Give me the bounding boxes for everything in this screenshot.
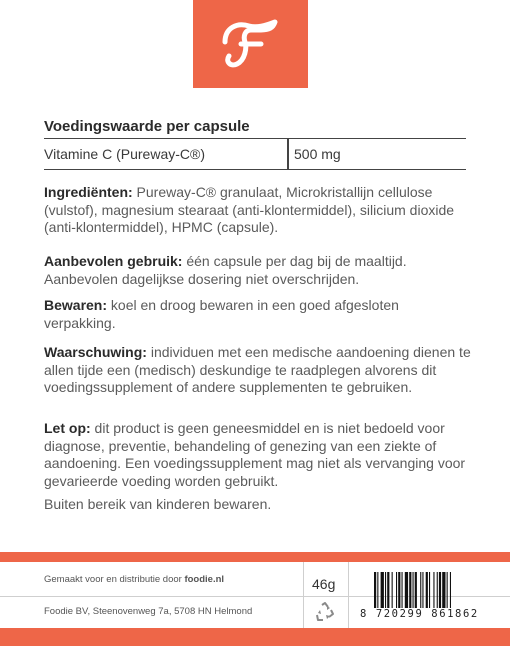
- barcode-bar: [429, 572, 430, 608]
- barcode-number: 8 720299 861862: [360, 608, 479, 620]
- barcode-bar: [385, 572, 386, 608]
- ingredients-label: Ingrediënten:: [44, 184, 133, 200]
- nutrient-name: Vitamine C (Pureway-C®): [44, 146, 205, 162]
- storage-label: Bewaren:: [44, 297, 108, 313]
- warning-paragraph: [44, 344, 474, 397]
- usage-paragraph: [44, 253, 474, 288]
- barcode-bar: [377, 572, 378, 608]
- usage-label: Aanbevolen gebruik:: [44, 253, 183, 269]
- barcode-bar: [433, 572, 434, 608]
- barcode-bar: [402, 572, 403, 608]
- barcode-bar: [396, 572, 397, 608]
- barcode-bar: [381, 572, 384, 608]
- barcode-bar: [409, 572, 411, 608]
- footer-divider-left: [303, 562, 304, 636]
- storage-text: koel en droog bewaren in een goed afgesloten verpakking.: [44, 297, 399, 331]
- barcode-bar: [415, 572, 417, 608]
- ingredients-paragraph: [44, 184, 474, 237]
- note-text: dit product is geen geneesmiddel en is niet bedoeld voor diagnose, preventie, behandeling of genezing van een ziekte of aandoening. Een voedingssupplement mag niet als vervanging voor gevarieerde voeding worden gebruikt.: [44, 420, 466, 489]
- warning-label: Waarschuwing:: [44, 344, 147, 360]
- nutrition-title: Voedingswaarde per capsule: [44, 118, 250, 135]
- storage-paragraph: [44, 297, 474, 332]
- foodie-f-logo-icon: [215, 14, 287, 76]
- barcode-bar: [420, 572, 421, 608]
- footer-bottom-stripe: [0, 628, 510, 646]
- barcode-bar: [374, 572, 376, 608]
- footer-top-stripe: [0, 552, 510, 562]
- barcode-bar: [439, 572, 441, 608]
- warning-text: individuen met een medische aandoening dienen te allen tijde een (medisch) deskundige te raadplegen alvorens dit voedingssupplement of andere supplementen te gebruiken.: [44, 344, 471, 395]
- barcode-bar: [387, 572, 389, 608]
- storage-warning: Buiten bereik van kinderen bewaren.: [44, 496, 272, 512]
- note-label: Let op:: [44, 420, 91, 436]
- barcode-bar: [398, 572, 400, 608]
- brand-logo-tab: [193, 0, 308, 88]
- usage-text: één capsule per dag bij de maaltijd. Aanbevolen dagelijkse dosering niet overschrijden.: [44, 253, 407, 287]
- table-divider: [287, 139, 289, 169]
- distribution-site: foodie.nl: [184, 574, 225, 585]
- barcode-bar: [442, 572, 445, 608]
- note-paragraph: [44, 420, 474, 490]
- recycle-icon: [314, 601, 336, 623]
- footer-divider-right: [348, 562, 349, 636]
- barcode-bar: [450, 572, 451, 608]
- barcode-bar: [437, 572, 438, 608]
- barcode-bar: [447, 572, 448, 608]
- barcode-bar: [405, 572, 408, 608]
- barcode-bar: [392, 572, 393, 608]
- company-address: Foodie BV, Steenovenweg 7a, 5708 HN Helmond: [44, 606, 253, 617]
- barcode: [373, 572, 473, 608]
- distribution-note: [44, 574, 224, 585]
- distribution-prefix: Gemaakt voor en distributie door: [44, 574, 185, 585]
- barcode-bar: [413, 572, 414, 608]
- barcode-bar: [426, 572, 428, 608]
- net-weight: 46g: [312, 576, 336, 592]
- nutrient-value: 500 mg: [294, 146, 341, 162]
- ingredients-text: Pureway-C® granulaat, Microkristallijn cellulose (vulstof), magnesium stearaat (anti-klontermiddel), silicium dioxide (anti-klontermiddel), HPMC (capsule).: [44, 184, 455, 235]
- barcode-bar: [422, 572, 423, 608]
- nutrition-table: [44, 138, 466, 170]
